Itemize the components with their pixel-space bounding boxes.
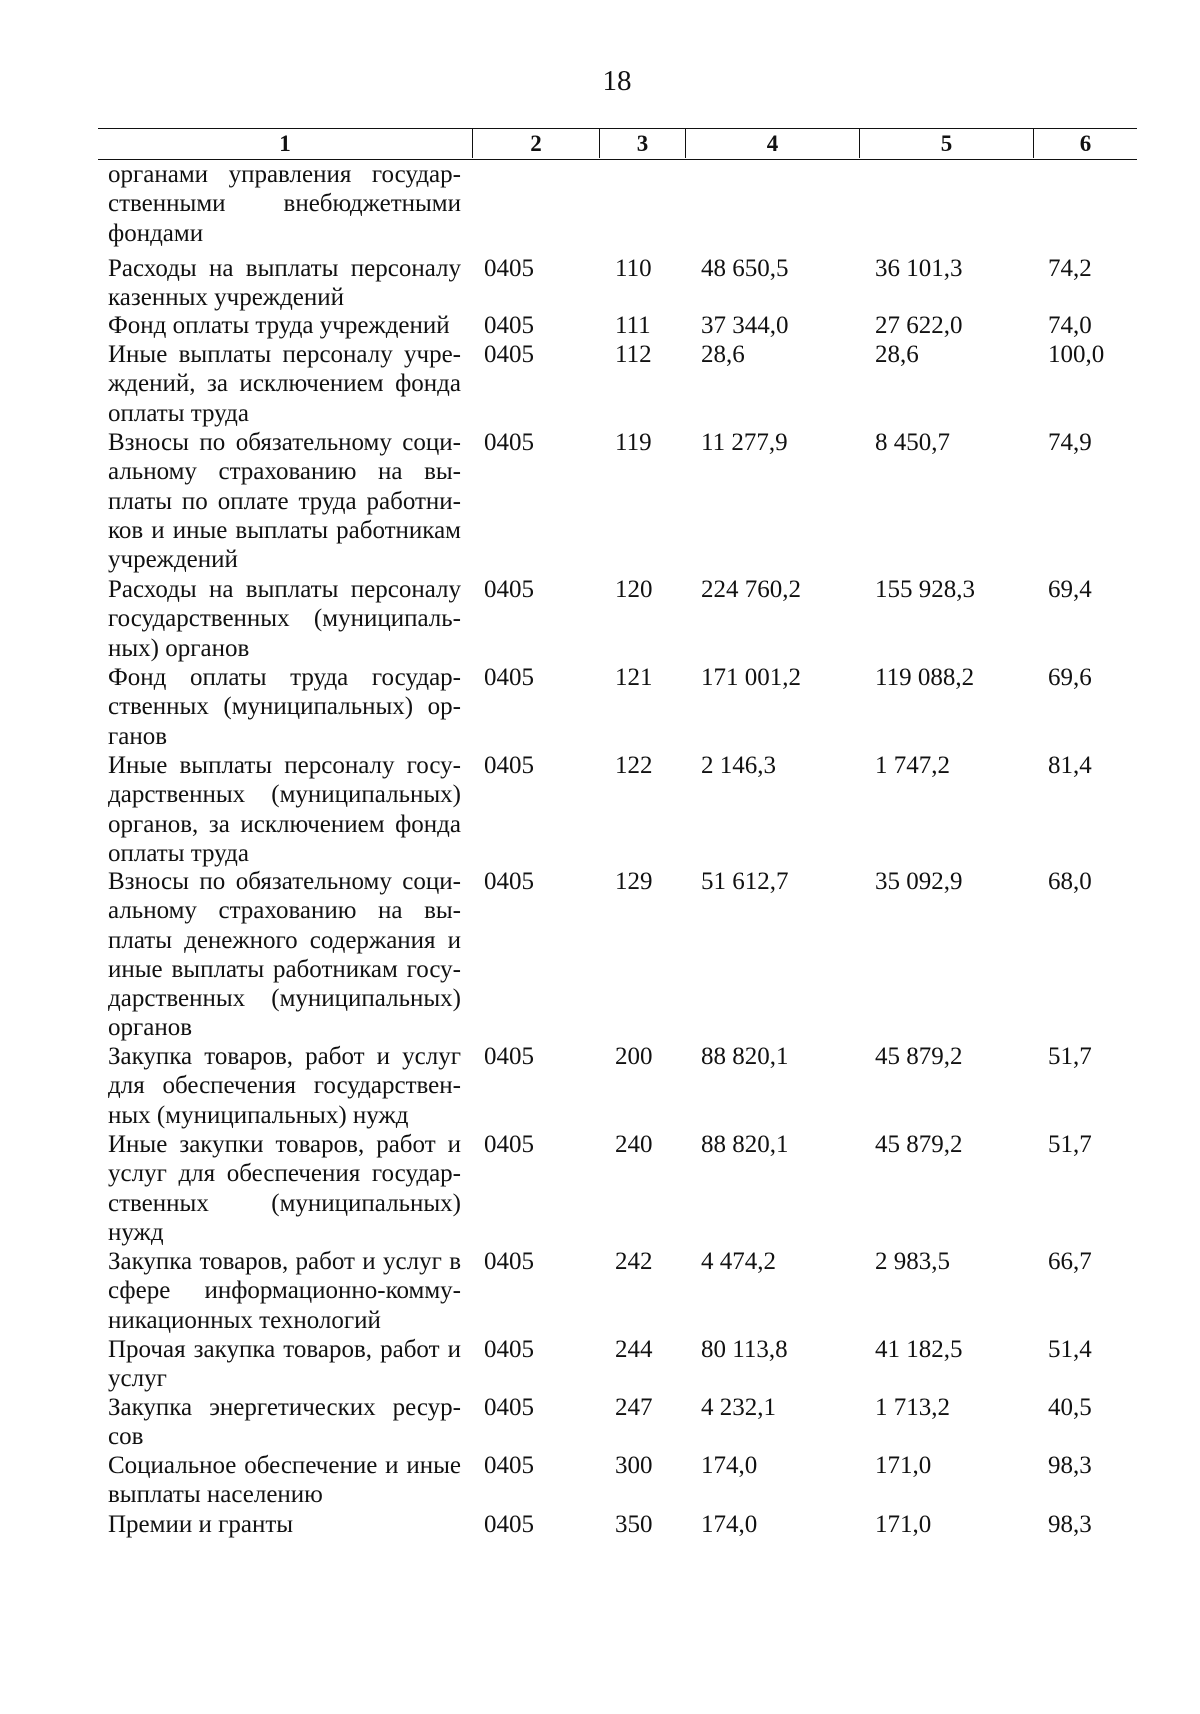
- cell-expense-type: 119: [615, 429, 652, 456]
- page-number: 18: [602, 65, 632, 97]
- cell-plan-amount: 4 232,1: [701, 1394, 776, 1421]
- cell-section-code: 0405: [484, 1131, 534, 1158]
- cell-section-code: 0405: [484, 429, 534, 456]
- cell-actual-amount: 35 092,9: [875, 868, 963, 895]
- cell-section-code: 0405: [484, 1043, 534, 1070]
- cell-expense-type: 350: [615, 1511, 653, 1538]
- cell-section-code: 0405: [484, 312, 534, 339]
- cell-actual-amount: 1 713,2: [875, 1394, 950, 1421]
- cell-expense-type: 120: [615, 576, 653, 603]
- column-header-5: 5: [860, 129, 1034, 158]
- cell-expense-type: 110: [615, 255, 652, 282]
- cell-actual-amount: 119 088,2: [875, 664, 975, 691]
- cell-plan-amount: 51 612,7: [701, 868, 789, 895]
- cell-expense-type: 240: [615, 1131, 653, 1158]
- cell-description: Прочая закупка товаров, работ и услуг: [108, 1336, 461, 1393]
- cell-section-code: 0405: [484, 1452, 534, 1479]
- cell-percent: 66,7: [1048, 1248, 1092, 1275]
- cell-description: Закупка товаров, работ и услуг в сфере информационно-коммуникационных технологий: [108, 1248, 461, 1334]
- cell-section-code: 0405: [484, 1336, 534, 1363]
- cell-plan-amount: 224 760,2: [701, 576, 801, 603]
- cell-expense-type: 122: [615, 752, 653, 779]
- cell-plan-amount: 4 474,2: [701, 1248, 776, 1275]
- cell-description: Расходы на выплаты персоналу казенных учреждений: [108, 255, 461, 312]
- cell-section-code: 0405: [484, 1394, 534, 1421]
- cell-plan-amount: 11 277,9: [701, 429, 788, 456]
- cell-plan-amount: 37 344,0: [701, 312, 789, 339]
- cell-section-code: 0405: [484, 752, 534, 779]
- cell-description: Фонд оплаты труда государственных (муниципальных) органов: [108, 664, 461, 750]
- cell-percent: 98,3: [1048, 1511, 1092, 1538]
- cell-percent: 40,5: [1048, 1394, 1092, 1421]
- cell-expense-type: 247: [615, 1394, 653, 1421]
- cell-actual-amount: 2 983,5: [875, 1248, 950, 1275]
- cell-description: Закупка товаров, работ и услуг для обеспечения государственных (муниципальных) нужд: [108, 1043, 461, 1129]
- cell-percent: 81,4: [1048, 752, 1092, 779]
- cell-expense-type: 244: [615, 1336, 653, 1363]
- cell-expense-type: 129: [615, 868, 653, 895]
- column-header-3: 3: [600, 129, 686, 158]
- cell-plan-amount: 80 113,8: [701, 1336, 788, 1363]
- cell-plan-amount: 88 820,1: [701, 1131, 789, 1158]
- cell-expense-type: 112: [615, 341, 652, 368]
- cell-section-code: 0405: [484, 341, 534, 368]
- cell-expense-type: 121: [615, 664, 653, 691]
- cell-actual-amount: 41 182,5: [875, 1336, 963, 1363]
- cell-description: Иные выплаты персоналу государственных (муниципальных) органов, за исключением фонда оплаты труда: [108, 752, 461, 867]
- cell-actual-amount: 27 622,0: [875, 312, 963, 339]
- cell-expense-type: 242: [615, 1248, 653, 1275]
- cell-section-code: 0405: [484, 868, 534, 895]
- cell-percent: 51,7: [1048, 1043, 1092, 1070]
- cell-description: Взносы по обязательному социальному страхованию на выплаты по оплате труда работников и иные выплаты работникам учреждений: [108, 429, 461, 574]
- cell-expense-type: 200: [615, 1043, 653, 1070]
- cell-description: Фонд оплаты труда учреждений: [108, 312, 450, 339]
- column-header-6: 6: [1079, 131, 1092, 156]
- cell-plan-amount: 174,0: [701, 1452, 758, 1479]
- cell-description: Расходы на выплаты персоналу государственных (муниципальных) органов: [108, 576, 461, 662]
- cell-actual-amount: 171,0: [875, 1511, 932, 1538]
- cell-percent: 98,3: [1048, 1452, 1092, 1479]
- cell-actual-amount: 36 101,3: [875, 255, 963, 282]
- cell-plan-amount: 174,0: [701, 1511, 758, 1538]
- cell-plan-amount: 2 146,3: [701, 752, 776, 779]
- cell-description: Премии и гранты: [108, 1511, 294, 1538]
- cell-section-code: 0405: [484, 255, 534, 282]
- cell-plan-amount: 171 001,2: [701, 664, 801, 691]
- cell-plan-amount: 28,6: [701, 341, 745, 368]
- cell-percent: 69,6: [1048, 664, 1092, 691]
- cell-actual-amount: 1 747,2: [875, 752, 950, 779]
- column-header-1: 1: [98, 129, 473, 158]
- cell-plan-amount: 48 650,5: [701, 255, 789, 282]
- cell-description: органами управления государственными внебюджетными фондами: [108, 161, 461, 247]
- cell-actual-amount: 28,6: [875, 341, 919, 368]
- cell-percent: 69,4: [1048, 576, 1092, 603]
- cell-description: Иные выплаты персоналу учреждений, за исключением фонда оплаты труда: [108, 341, 461, 427]
- cell-section-code: 0405: [484, 664, 534, 691]
- cell-actual-amount: 155 928,3: [875, 576, 975, 603]
- cell-section-code: 0405: [484, 1511, 534, 1538]
- cell-expense-type: 111: [615, 312, 651, 339]
- cell-description: Взносы по обязательному социальному страхованию на выплаты денежного содержания и иные выплаты работникам государственных (муниципальных) органов: [108, 868, 461, 1042]
- cell-expense-type: 300: [615, 1452, 653, 1479]
- cell-plan-amount: 88 820,1: [701, 1043, 789, 1070]
- column-header-4: 4: [686, 129, 860, 158]
- cell-section-code: 0405: [484, 576, 534, 603]
- cell-percent: 100,0: [1048, 341, 1105, 368]
- cell-section-code: 0405: [484, 1248, 534, 1275]
- cell-percent: 74,2: [1048, 255, 1092, 282]
- cell-actual-amount: 171,0: [875, 1452, 932, 1479]
- cell-description: Социальное обеспечение и иные выплаты населению: [108, 1452, 461, 1509]
- cell-actual-amount: 45 879,2: [875, 1131, 963, 1158]
- cell-description: Иные закупки товаров, работ и услуг для обеспечения государственных (муниципальных) нужд: [108, 1131, 461, 1246]
- cell-actual-amount: 45 879,2: [875, 1043, 963, 1070]
- cell-percent: 51,7: [1048, 1131, 1092, 1158]
- cell-actual-amount: 8 450,7: [875, 429, 950, 456]
- cell-percent: 74,0: [1048, 312, 1092, 339]
- cell-percent: 74,9: [1048, 429, 1092, 456]
- column-header-2: 2: [473, 129, 600, 158]
- cell-percent: 68,0: [1048, 868, 1092, 895]
- cell-percent: 51,4: [1048, 1336, 1092, 1363]
- cell-description: Закупка энергетических ресурсов: [108, 1394, 461, 1451]
